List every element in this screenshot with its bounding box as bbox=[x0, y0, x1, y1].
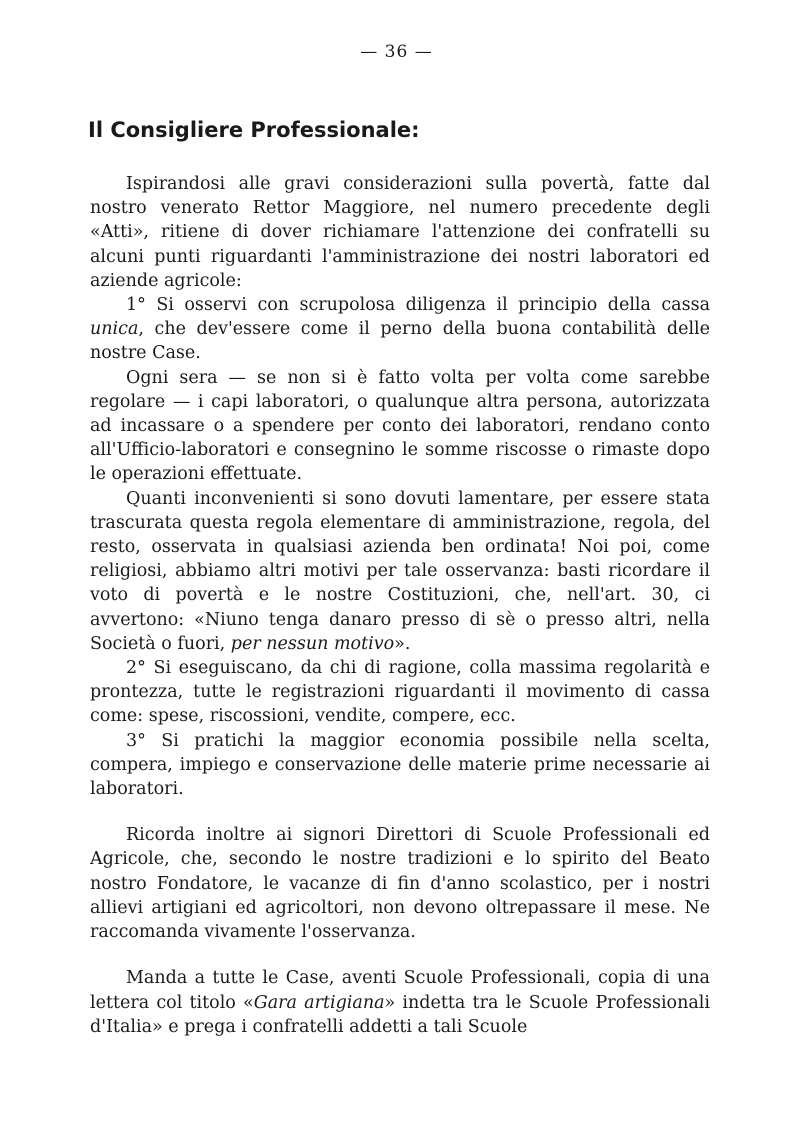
paragraph-point-1 bbox=[90, 293, 710, 366]
text-run: Ricorda inoltre ai signori Direttori di Scuole Professionali ed Agricole, che, secondo le nostre tradizioni e lo spirito del Beato nostro Fondatore, le vacanze di fin d'anno scolastico, per i nostri allievi artigiani ed agricoltori, non devono oltrepassare il mese. Ne raccomanda vivamente l'osservanza. bbox=[90, 825, 710, 943]
paragraph-point-3 bbox=[90, 729, 710, 802]
paragraph-ricorda bbox=[90, 823, 710, 944]
text-run: 3° Si pratichi la maggior economia possibile nella scelta, compera, impiego e conservazione delle materie prime necessarie ai laboratori. bbox=[90, 730, 710, 800]
paragraph-intro bbox=[90, 172, 710, 293]
text-run: Manda a tutte le Case, aventi Scuole Professionali, copia di una lettera col titolo « bbox=[90, 968, 710, 1013]
emphasis-gara-artigiana: Gara artigiana bbox=[253, 992, 385, 1013]
text-run: Quanti inconvenienti si sono dovuti lamentare, per essere stata trascurata questa regola elementare di amministrazione, regola, del resto, osservata in qualsiasi azienda ben ordinata! Noi poi, come religiosi, abbiamo altri motivi per tale osservanza: basti ricordare il voto di povertà e le nostre Costituzioni, che, nell'art. 30, ci avvertono: «Niuno tenga danaro presso di sè o presso altri, nella Società o fuori, bbox=[90, 488, 710, 654]
section-heading: Il Consigliere Professionale: bbox=[88, 118, 420, 142]
emphasis-per-nessun-motivo: per nessun motivo bbox=[230, 633, 395, 654]
text-run: 1° Si osservi con scrupolosa diligenza il principio della cassa bbox=[126, 295, 710, 316]
text-run: , che dev'essere come il perno della buona contabilità delle nostre Case. bbox=[90, 319, 710, 364]
emphasis-unica: unica bbox=[90, 319, 139, 340]
text-run: Ogni sera — se non si è fatto volta per volta come sarebbe regolare — i capi laboratori, o qualunque altra persona, autorizzata ad incassare o a spendere per conto dei laboratori, rendano conto all'Ufficio-laboratori e consegnino le somme riscosse o rimaste dopo le operazioni effettuate. bbox=[90, 367, 710, 485]
text-run: ». bbox=[394, 633, 411, 654]
paragraph-point-2 bbox=[90, 656, 710, 729]
paragraph-ogni-sera bbox=[90, 366, 710, 487]
page-number: — 36 — bbox=[360, 42, 433, 62]
paragraph-inconvenienti bbox=[90, 487, 710, 656]
body-text bbox=[90, 172, 710, 1039]
text-run: Ispirandosi alle gravi considerazioni sulla povertà, fatte dal nostro venerato Rettor Maggiore, nel numero precedente degli «Atti», ritiene di dover richiamare l'attenzione dei confratelli su alcuni punti riguardanti l'amministrazione dei nostri laboratori ed aziende agricole: bbox=[90, 174, 710, 291]
text-run: » indetta tra le Scuole Professionali d'Italia» e prega i confratelli addetti a tali Scuole bbox=[90, 992, 710, 1037]
text-run: 2° Si eseguiscano, da chi di ragione, colla massima regolarità e prontezza, tutte le registrazioni riguardanti il movimento di cassa come: spese, riscossioni, vendite, compere, ecc. bbox=[90, 658, 710, 727]
paragraph-manda bbox=[90, 966, 710, 1039]
